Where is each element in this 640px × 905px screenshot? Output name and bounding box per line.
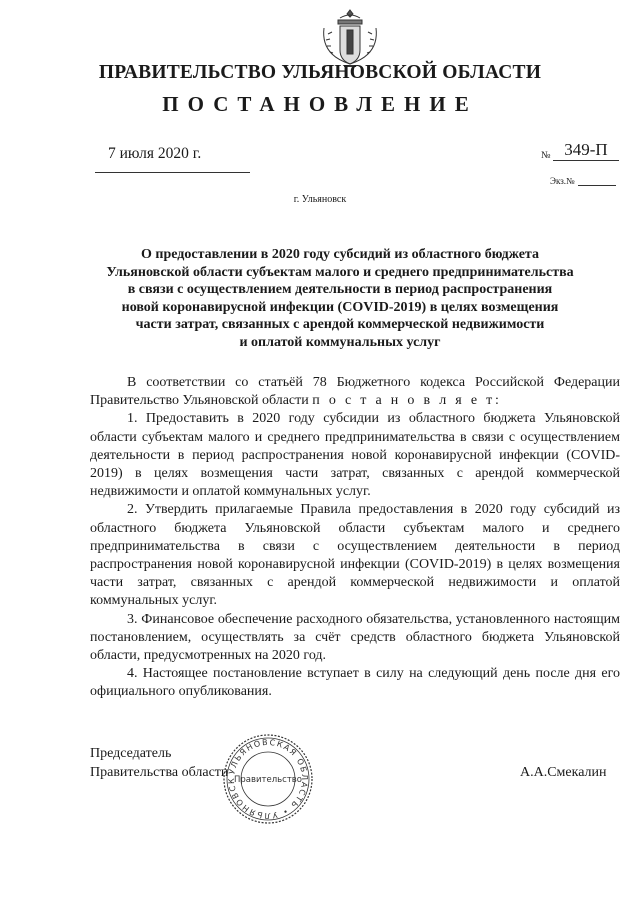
clause-4: 4. Настоящее постановление вступает в силу на следующий день после дня его официального опубликования.: [90, 666, 620, 700]
document-body: [90, 374, 620, 702]
copy-number-label: Экз.№: [550, 176, 575, 186]
svg-text:Правительство: Правительство: [234, 775, 302, 785]
document-title: [60, 246, 620, 352]
title-line: части затрат, связанных с арендой коммерческой недвижимости: [135, 317, 545, 333]
clause-2: 2. Утвердить прилагаемые Правила предоставления в 2020 году субсидий из областного бюджета Ульяновской области субъектам малого и среднего предпринимательства в связи с осуществлением деятельности в период распространения новой коронавирусной инфекции (COVID-2019) в целях возмещения части затрат, связанных с арендой коммерческой недвижимости и оплатой коммунальных услуг.: [90, 502, 620, 609]
organization-name: ПРАВИТЕЛЬСТВО УЛЬЯНОВСКОЙ ОБЛАСТИ: [98, 62, 542, 83]
document-number: 349-П: [564, 140, 608, 159]
document-type: ПОСТАНОВЛЕНИЕ: [162, 92, 478, 116]
title-line: в связи с осуществлением деятельности в период распространения: [127, 282, 553, 298]
preamble-paragraph: [90, 374, 620, 410]
title-line: новой коронавирусной инфекции (COVID-2019) в целях возмещения: [121, 299, 559, 315]
title-line: О предоставлении в 2020 году субсидий из областного бюджета: [141, 247, 539, 262]
city: г. Ульяновск: [293, 194, 347, 205]
copy-number-underline: [578, 185, 616, 186]
svg-text:УЛЬЯНОВСКАЯ ОБЛАСТЬ • УЛЬЯНОВС: УЛЬЯНОВСКАЯ ОБЛАСТЬ • УЛЬЯНОВСК: [226, 737, 310, 821]
document-date: 7 июля 2020 г.: [108, 145, 202, 162]
number-underline: [553, 160, 619, 161]
official-seal-stamp: [222, 733, 314, 825]
title-line: и оплатой коммунальных услуг: [239, 334, 441, 350]
position-line: Правительства области: [90, 765, 229, 780]
title-line: Ульяновской области субъектам малого и среднего предпринимательства: [106, 264, 574, 280]
clause-3: 3. Финансовое обеспечение расходного обязательства, установленного настоящим постановлением, осуществлять за счёт средств областного бюджета Ульяновской области, предусмотренных на 2020 год.: [90, 611, 620, 664]
signatory-name: А.А.Смекалин: [520, 765, 607, 780]
date-underline: [95, 172, 250, 173]
coat-of-arms-icon: [318, 8, 382, 70]
clause-1: 1. Предоставить в 2020 году субсидии из областного бюджета Ульяновской области субъектам малого и среднего предпринимательства в связи с осуществлением деятельности в период распространения новой коронавирусной инфекции (COVID-2019) в целях возмещения части затрат, связанных с арендой коммерческой недвижимости и оплатой коммунальных услуг.: [90, 411, 620, 500]
number-label: №: [541, 150, 551, 161]
position-line: Председатель: [90, 746, 172, 761]
preamble-text: В соответствии со статьёй 78 Бюджетного кодекса Российской Федерации Правительство Ульяновской области: [90, 375, 620, 409]
signatory-position: [90, 744, 228, 782]
decree-word: п о с т а н о в л я е т:: [312, 393, 502, 409]
